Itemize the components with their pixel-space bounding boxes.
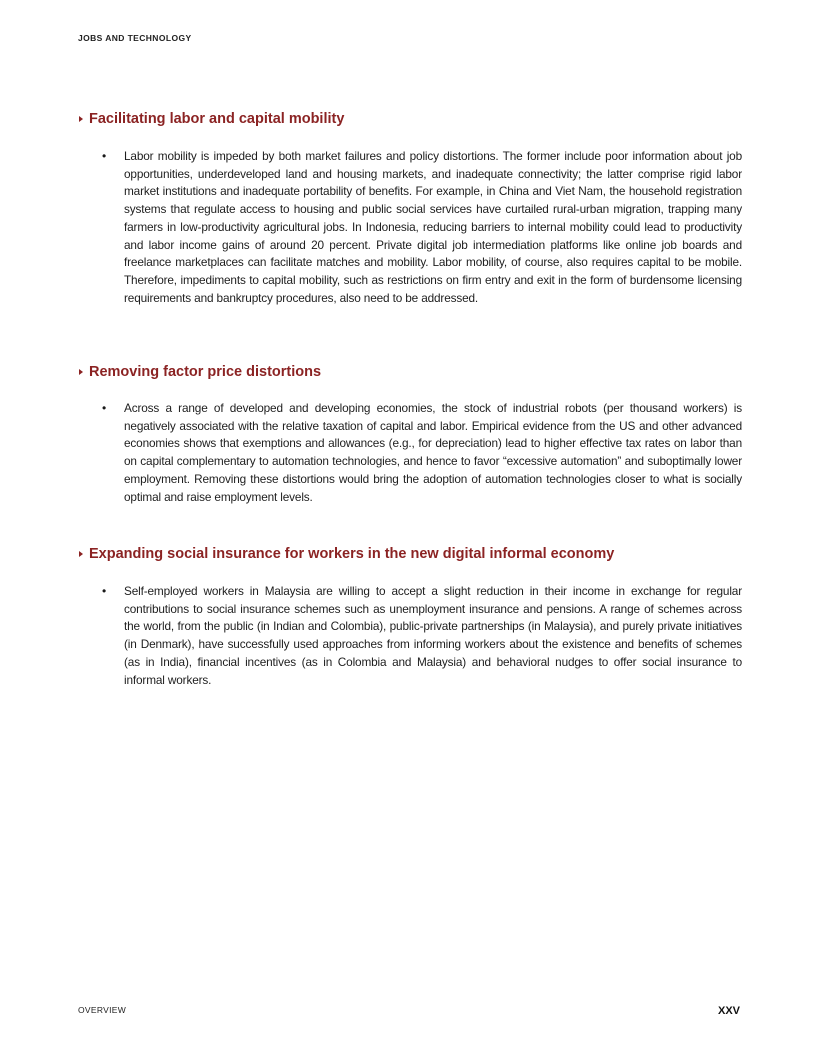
triangle-right-icon xyxy=(79,551,83,557)
bullet-icon: • xyxy=(102,401,107,415)
section-labor-mobility xyxy=(78,111,742,307)
bullet-list xyxy=(78,400,742,506)
triangle-right-icon xyxy=(79,116,83,122)
footer-section-label: OVERVIEW xyxy=(78,1005,127,1015)
list-item xyxy=(78,583,742,689)
bullet-text: Self-employed workers in Malaysia are willing to accept a slight reduction in their income in exchange for regular contributions to social insurance schemes such as unemployment insurance and pensions. A range of schemes across the world, from the public (in Indian and Colombia), public-private partnerships (in Malaysia), and purely private initiatives (in Denmark), have successfully used approaches from informing workers about the existence and benefits of schemes (as in India), financial incentives (as in Colombia and Malaysia) and behavioral nudges to offer social insurance to informal workers. xyxy=(124,584,742,687)
bullet-text: Across a range of developed and developing economies, the stock of industrial robots (per thousand workers) is negatively associated with the relative taxation of capital and labor. Empirical evidence from the US and other advanced economies shows that exemptions and allowances (e.g., for depreciation) lead to higher effective tax rates on labor than on capital complementary to automation technologies, and hence to favor “excessive automation” and suboptimally lower employment. Removing these distortions would bring the adoption of automation technologies closer to what is socially optimal and raise employment levels. xyxy=(124,401,742,504)
section-factor-price xyxy=(78,364,742,506)
section-heading-text: Facilitating labor and capital mobility xyxy=(89,111,345,127)
bullet-text: Labor mobility is impeded by both market failures and policy distortions. The former include poor information about job opportunities, underdeveloped land and housing markets, and inadequate connectivity; the latter comprise rigid labor market institutions and inadequate portability of benefits. For example, in China and Viet Nam, the household registration systems that regulate access to housing and public social services have curtailed rural-urban migration, trapping many farmers in low-productivity agricultural jobs. In Indonesia, reducing barriers to internal mobility could lead to productivity and labor income gains of around 20 percent. Private digital job intermediation platforms like online job boards and freelance marketplaces can facilitate matches and mobility. Labor mobility, of course, also requires capital to be mobile. Therefore, impediments to capital mobility, such as restrictions on firm entry and exit in the form of burdensome licensing requirements and bankruptcy procedures, also need to be addressed. xyxy=(124,149,742,305)
section-heading xyxy=(78,111,742,127)
bullet-list xyxy=(78,583,742,689)
page-number: XXV xyxy=(717,1005,740,1017)
bullet-list xyxy=(78,148,742,307)
triangle-right-icon xyxy=(79,369,83,375)
list-item xyxy=(78,400,742,506)
section-heading-text: Expanding social insurance for workers in the new digital informal economy xyxy=(89,546,615,562)
list-item xyxy=(78,148,742,307)
running-title: JOBS AND TECHNOLOGY xyxy=(78,33,192,43)
bullet-icon: • xyxy=(102,149,107,163)
bullet-icon: • xyxy=(102,584,107,598)
section-heading-text: Removing factor price distortions xyxy=(89,364,322,380)
section-heading xyxy=(78,546,742,562)
section-heading xyxy=(78,364,742,380)
section-social-insurance xyxy=(78,546,742,689)
